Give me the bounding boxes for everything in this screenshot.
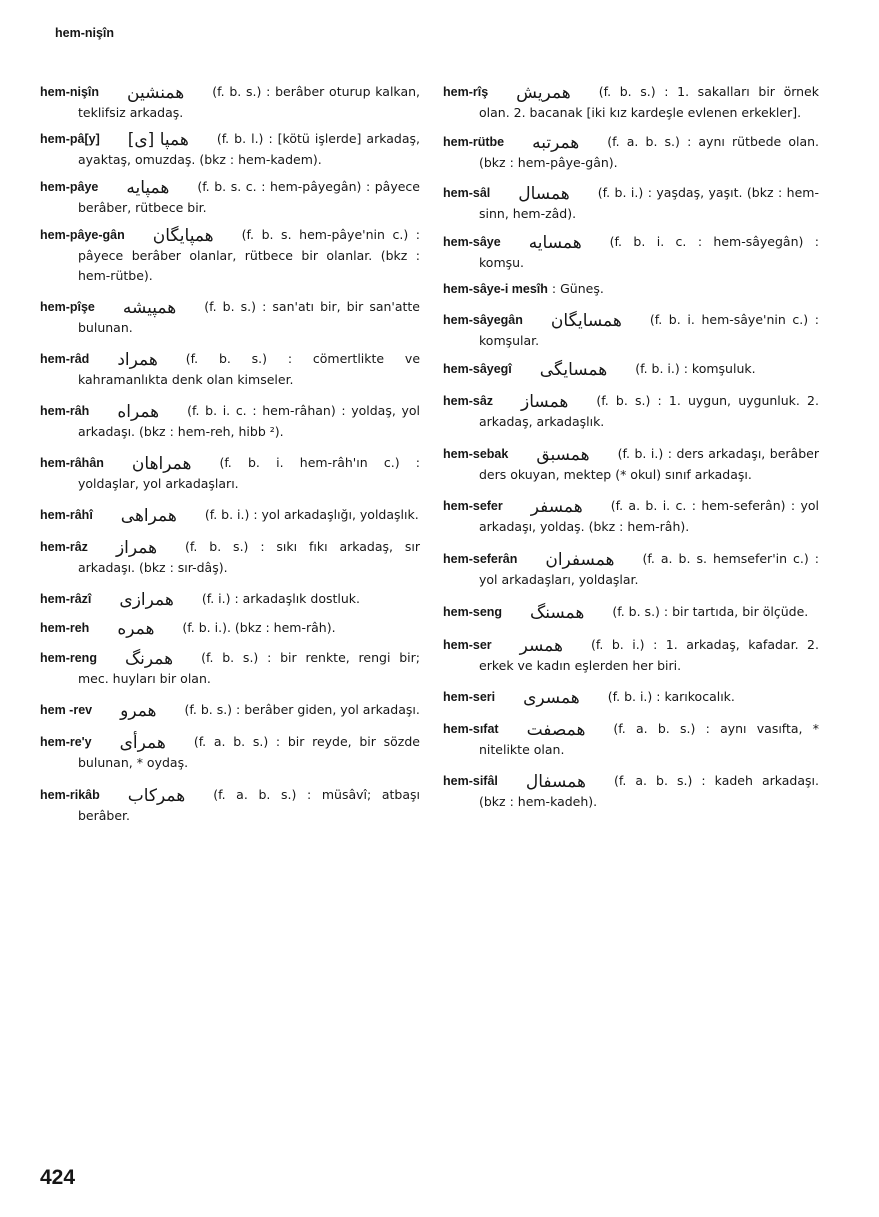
- entry-etymology: (f. b. s.): [204, 299, 257, 314]
- entry-definition: : 1. uygun, uygunluk. 2. arkadaş, arkadaşlık.: [479, 393, 819, 429]
- entry-headword: hem-seferân: [443, 552, 518, 566]
- entry-definition: : ders arkadaşı, berâber ders okuyan, mektep (* okul) sınıf arkadaşı.: [479, 446, 819, 482]
- entry-ottoman-script: همصفت: [526, 720, 586, 740]
- entry-etymology: (f. b. i. c.: [609, 234, 687, 249]
- entry-definition: : hem-pâyegân) : pâyece berâber, rütbece bir.: [78, 179, 420, 215]
- entry-etymology: (f. b. s.): [185, 539, 249, 554]
- entry-definition: : cömertlikte ve kahramanlıkta denk olan kimseler.: [78, 351, 421, 387]
- entry-definition: : aynı rütbede olan. (bkz : hem-pâye-gân).: [479, 134, 819, 170]
- entry-etymology: (f. b. i.: [649, 312, 695, 327]
- right-column: [443, 82, 819, 812]
- entry-ottoman-script: همپايه: [126, 178, 170, 198]
- entry-etymology: (f. b. s. c.: [197, 179, 257, 194]
- entry-definition: : hem-sâyegân) : komşu.: [479, 234, 820, 270]
- entry-definition: : 1. sakalları bir örnek olan. 2. bacanak [iki kız kardeşle evlenen erkekler].: [479, 84, 819, 120]
- dictionary-entry: [40, 785, 420, 826]
- entry-definition: hem-râh'ın c.) : yoldaşlar, yol arkadaşları.: [78, 455, 420, 491]
- dictionary-entry: [40, 732, 420, 773]
- entry-etymology: (f. b. i.): [617, 446, 664, 461]
- entry-ottoman-script: همسفران: [545, 550, 615, 570]
- entry-headword: hem-sâyegân: [443, 313, 523, 327]
- dictionary-entry: [40, 589, 420, 610]
- dictionary-entry: [443, 602, 819, 623]
- entry-definition: : hem-seferân) : yol arkadaşı, yoldaş. (bkz : hem-râh).: [479, 498, 819, 534]
- entry-definition: : yaşdaş, yaşıt. (bkz : hem-sinn, hem-zâd).: [479, 185, 819, 221]
- dictionary-entry: [40, 505, 420, 526]
- entry-etymology: (f. b. i.): [597, 185, 644, 200]
- entry-etymology: (f. b. i.): [607, 689, 653, 704]
- entry-etymology: (f. b. i.: [219, 455, 284, 470]
- dictionary-entry: [443, 82, 819, 123]
- page-number: 424: [40, 1166, 76, 1189]
- entry-headword: hem-pâye: [40, 180, 99, 194]
- entry-definition: : [kötü işlerde] arkadaş, ayaktaş, omuzdaş. (bkz : hem-kadem).: [78, 131, 420, 167]
- entry-definition: : arkadaşlık dostluk.: [234, 591, 360, 606]
- entry-headword: hem-râhân: [40, 456, 104, 470]
- entry-headword: hem-sâye: [443, 235, 501, 249]
- entry-etymology: (f. b. i.): [204, 507, 250, 522]
- entry-etymology: (f. b. s.): [598, 84, 656, 99]
- dictionary-entry: [443, 635, 819, 676]
- entry-definition: : müsâvî; atbaşı berâber.: [78, 787, 420, 823]
- dictionary-entry: [443, 496, 819, 537]
- entry-ottoman-script: همراهى: [120, 506, 177, 526]
- entry-headword: hem-sâz: [443, 394, 494, 408]
- entry-ottoman-script: همسر: [519, 636, 563, 656]
- entry-headword: hem-sâyegî: [443, 362, 512, 376]
- entry-ottoman-script: همسال: [518, 184, 570, 204]
- dictionary-entry: [443, 687, 819, 708]
- dictionary-entry: [40, 349, 420, 390]
- entry-ottoman-script: همسفر: [530, 497, 583, 517]
- entry-headword: hem-râzî: [40, 592, 92, 606]
- entry-definition: : berâber giden, yol arkadaşı.: [236, 702, 420, 717]
- entry-etymology: (f. b. s.): [212, 84, 262, 99]
- dictionary-entry: [443, 132, 819, 173]
- entry-definition: : berâber oturup kalkan, teklifsiz arkadaş.: [78, 84, 420, 120]
- entry-headword: hem-rîş: [443, 85, 489, 99]
- entry-definition: (bkz : hem-râh).: [234, 620, 336, 635]
- dictionary-entry: [443, 310, 819, 351]
- entry-headword: hem-pâye-gân: [40, 228, 125, 242]
- entry-etymology: (f. b. i.): [590, 637, 645, 652]
- entry-ottoman-script: همريش: [516, 83, 571, 103]
- entry-headword: hem-sıfat: [443, 722, 499, 736]
- dictionary-entry: [40, 700, 420, 721]
- entry-ottoman-script: همسبق: [536, 445, 590, 465]
- entry-headword: hem-sebak: [443, 447, 509, 461]
- dictionary-entry: [443, 391, 819, 432]
- entry-etymology: (f. b. s.): [596, 393, 651, 408]
- entry-ottoman-script: همرنگ: [124, 649, 174, 669]
- entry-etymology: (f. a. b. s.): [607, 134, 680, 149]
- entry-headword: hem-seri: [443, 690, 496, 704]
- entry-etymology: (f. a. b. s.): [613, 773, 693, 788]
- entry-definition: : bir renkte, rengi bir; mec. huyları bir olan.: [78, 650, 420, 686]
- entry-definition: : yol arkadaşlığı, yoldaşlık.: [253, 507, 419, 522]
- entry-etymology: (f. b. s.): [184, 702, 233, 717]
- entry-definition: : hem-râhan) : yoldaş, yol arkadaşı. (bkz : hem-reh, hibb ²).: [78, 403, 420, 439]
- entry-headword: hem-rütbe: [443, 135, 505, 149]
- entry-etymology: (f. b. s.): [612, 604, 660, 619]
- entry-ottoman-script: همنشين: [127, 83, 185, 103]
- entry-headword: hem-pâ[y]: [40, 132, 100, 146]
- entry-headword: hem-reng: [40, 651, 97, 665]
- entry-headword: hem-seng: [443, 605, 503, 619]
- entry-etymology: (f. b. s.): [185, 351, 268, 366]
- entry-etymology: (f. b. i.).: [182, 620, 231, 635]
- entry-definition: : bir tartıda, bir ölçüde.: [663, 604, 809, 619]
- dictionary-entry: [443, 719, 819, 760]
- entry-ottoman-script: همساز: [521, 392, 569, 412]
- entry-ottoman-script: همپايگان: [152, 226, 214, 246]
- left-column: [40, 82, 420, 826]
- entry-etymology: (f. a. b. i. c.: [610, 498, 687, 513]
- entry-etymology: (f. b. l.): [216, 131, 264, 146]
- entry-definition: hem-pâye'nin c.) : pâyece berâber olanlar, rütbece bir olanlar. (bkz : hem-rütbe).: [78, 227, 420, 283]
- entry-ottoman-script: همسنگ: [530, 603, 585, 623]
- entry-headword: hem-reh: [40, 621, 90, 635]
- entry-headword: hem -rev: [40, 703, 93, 717]
- entry-headword: hem-sifâl: [443, 774, 498, 788]
- entry-definition: : kadeh arkadaşı. (bkz : hem-kadeh).: [479, 773, 819, 809]
- entry-definition: : sıkı fıkı arkadaş, sır arkadaşı. (bkz : sır-dâş).: [78, 539, 420, 575]
- entry-ottoman-script: همره: [117, 619, 155, 639]
- entry-etymology: (f. a. b. s.): [213, 787, 297, 802]
- dictionary-entry: [40, 453, 420, 494]
- entry-ottoman-script: همراز: [115, 538, 158, 558]
- entry-headword: hem-sâye-i mesîh: [443, 282, 548, 296]
- dictionary-entry: [443, 359, 819, 380]
- entry-ottoman-script: همسايه: [528, 233, 582, 253]
- dictionary-entry: [40, 225, 420, 286]
- entry-ottoman-script: همسايگى: [539, 360, 608, 380]
- dictionary-entry: [40, 618, 420, 639]
- entry-etymology: (f. a. b. s.): [193, 734, 269, 749]
- entry-etymology: (f. a. b. s.): [613, 721, 696, 736]
- entry-etymology: (f. i.): [201, 591, 231, 606]
- entry-definition: : komşuluk.: [683, 361, 756, 376]
- entry-ottoman-script: همرازى: [119, 590, 174, 610]
- entry-headword: hem-sâl: [443, 186, 491, 200]
- entry-ottoman-script: همركاب: [127, 786, 186, 806]
- entry-ottoman-script: همسايگان: [550, 311, 622, 331]
- entry-definition: : bir reyde, bir sözde bulunan, * oydaş.: [78, 734, 420, 770]
- entry-definition: : Güneş.: [551, 281, 604, 296]
- entry-headword: hem-nişîn: [40, 85, 100, 99]
- entry-headword: hem-re'y: [40, 735, 92, 749]
- dictionary-entry: [40, 648, 420, 689]
- entry-ottoman-script: همراه: [117, 402, 160, 422]
- entry-headword: hem-râd: [40, 352, 90, 366]
- entry-etymology: (f. b. s.): [201, 650, 259, 665]
- entry-headword: hem-rikâb: [40, 788, 100, 802]
- dictionary-entry: [40, 177, 420, 218]
- entry-ottoman-script: همرأى: [119, 733, 166, 753]
- entry-definition: hemsefer'in c.) : yol arkadaşları, yoldaşlar.: [479, 551, 819, 587]
- entry-ottoman-script: همرو: [120, 701, 157, 721]
- dictionary-entry: [443, 771, 819, 812]
- entry-ottoman-script: همپا [ى]: [127, 130, 189, 150]
- dictionary-entry: [40, 82, 420, 123]
- dictionary-entry: [443, 279, 819, 299]
- running-head: hem-nişîn: [55, 26, 115, 40]
- entry-ottoman-script: همسرى: [523, 688, 580, 708]
- dictionary-entry: [443, 232, 819, 273]
- entry-ottoman-script: همراد: [117, 350, 158, 370]
- entry-etymology: (f. a. b. s.: [642, 551, 707, 566]
- entry-definition: : san'atı bir, bir san'atte bulunan.: [78, 299, 421, 335]
- entry-headword: hem-râh: [40, 404, 90, 418]
- entry-etymology: (f. b. i. c.: [187, 403, 247, 418]
- dictionary-entry: [40, 537, 420, 578]
- dictionary-entry: [40, 297, 420, 338]
- entry-definition: : aynı vasıfta, * nitelikte olan.: [479, 721, 820, 757]
- dictionary-entry: [443, 444, 819, 485]
- entry-headword: hem-pîşe: [40, 300, 95, 314]
- dictionary-entry: [40, 401, 420, 442]
- entry-definition: : 1. arkadaş, kafadar. 2. erkek ve kadın eşlerden her biri.: [479, 637, 819, 673]
- dictionary-entry: [40, 129, 420, 170]
- entry-headword: hem-sefer: [443, 499, 503, 513]
- entry-ottoman-script: همپيشه: [122, 298, 177, 318]
- entry-headword: hem-râz: [40, 540, 88, 554]
- entry-headword: hem-ser: [443, 638, 492, 652]
- entry-ottoman-script: همسفال: [525, 772, 586, 792]
- dictionary-entry: [443, 549, 819, 590]
- entry-definition: hem-sâye'nin c.) : komşular.: [479, 312, 819, 348]
- entry-ottoman-script: همراهان: [131, 454, 192, 474]
- entry-etymology: (f. b. i.): [635, 361, 680, 376]
- entry-headword: hem-râhî: [40, 508, 93, 522]
- entry-definition: : karıkocalık.: [656, 689, 735, 704]
- entry-etymology: (f. b. s.: [241, 227, 292, 242]
- entry-ottoman-script: همرتبه: [532, 133, 580, 153]
- dictionary-entry: [443, 183, 819, 224]
